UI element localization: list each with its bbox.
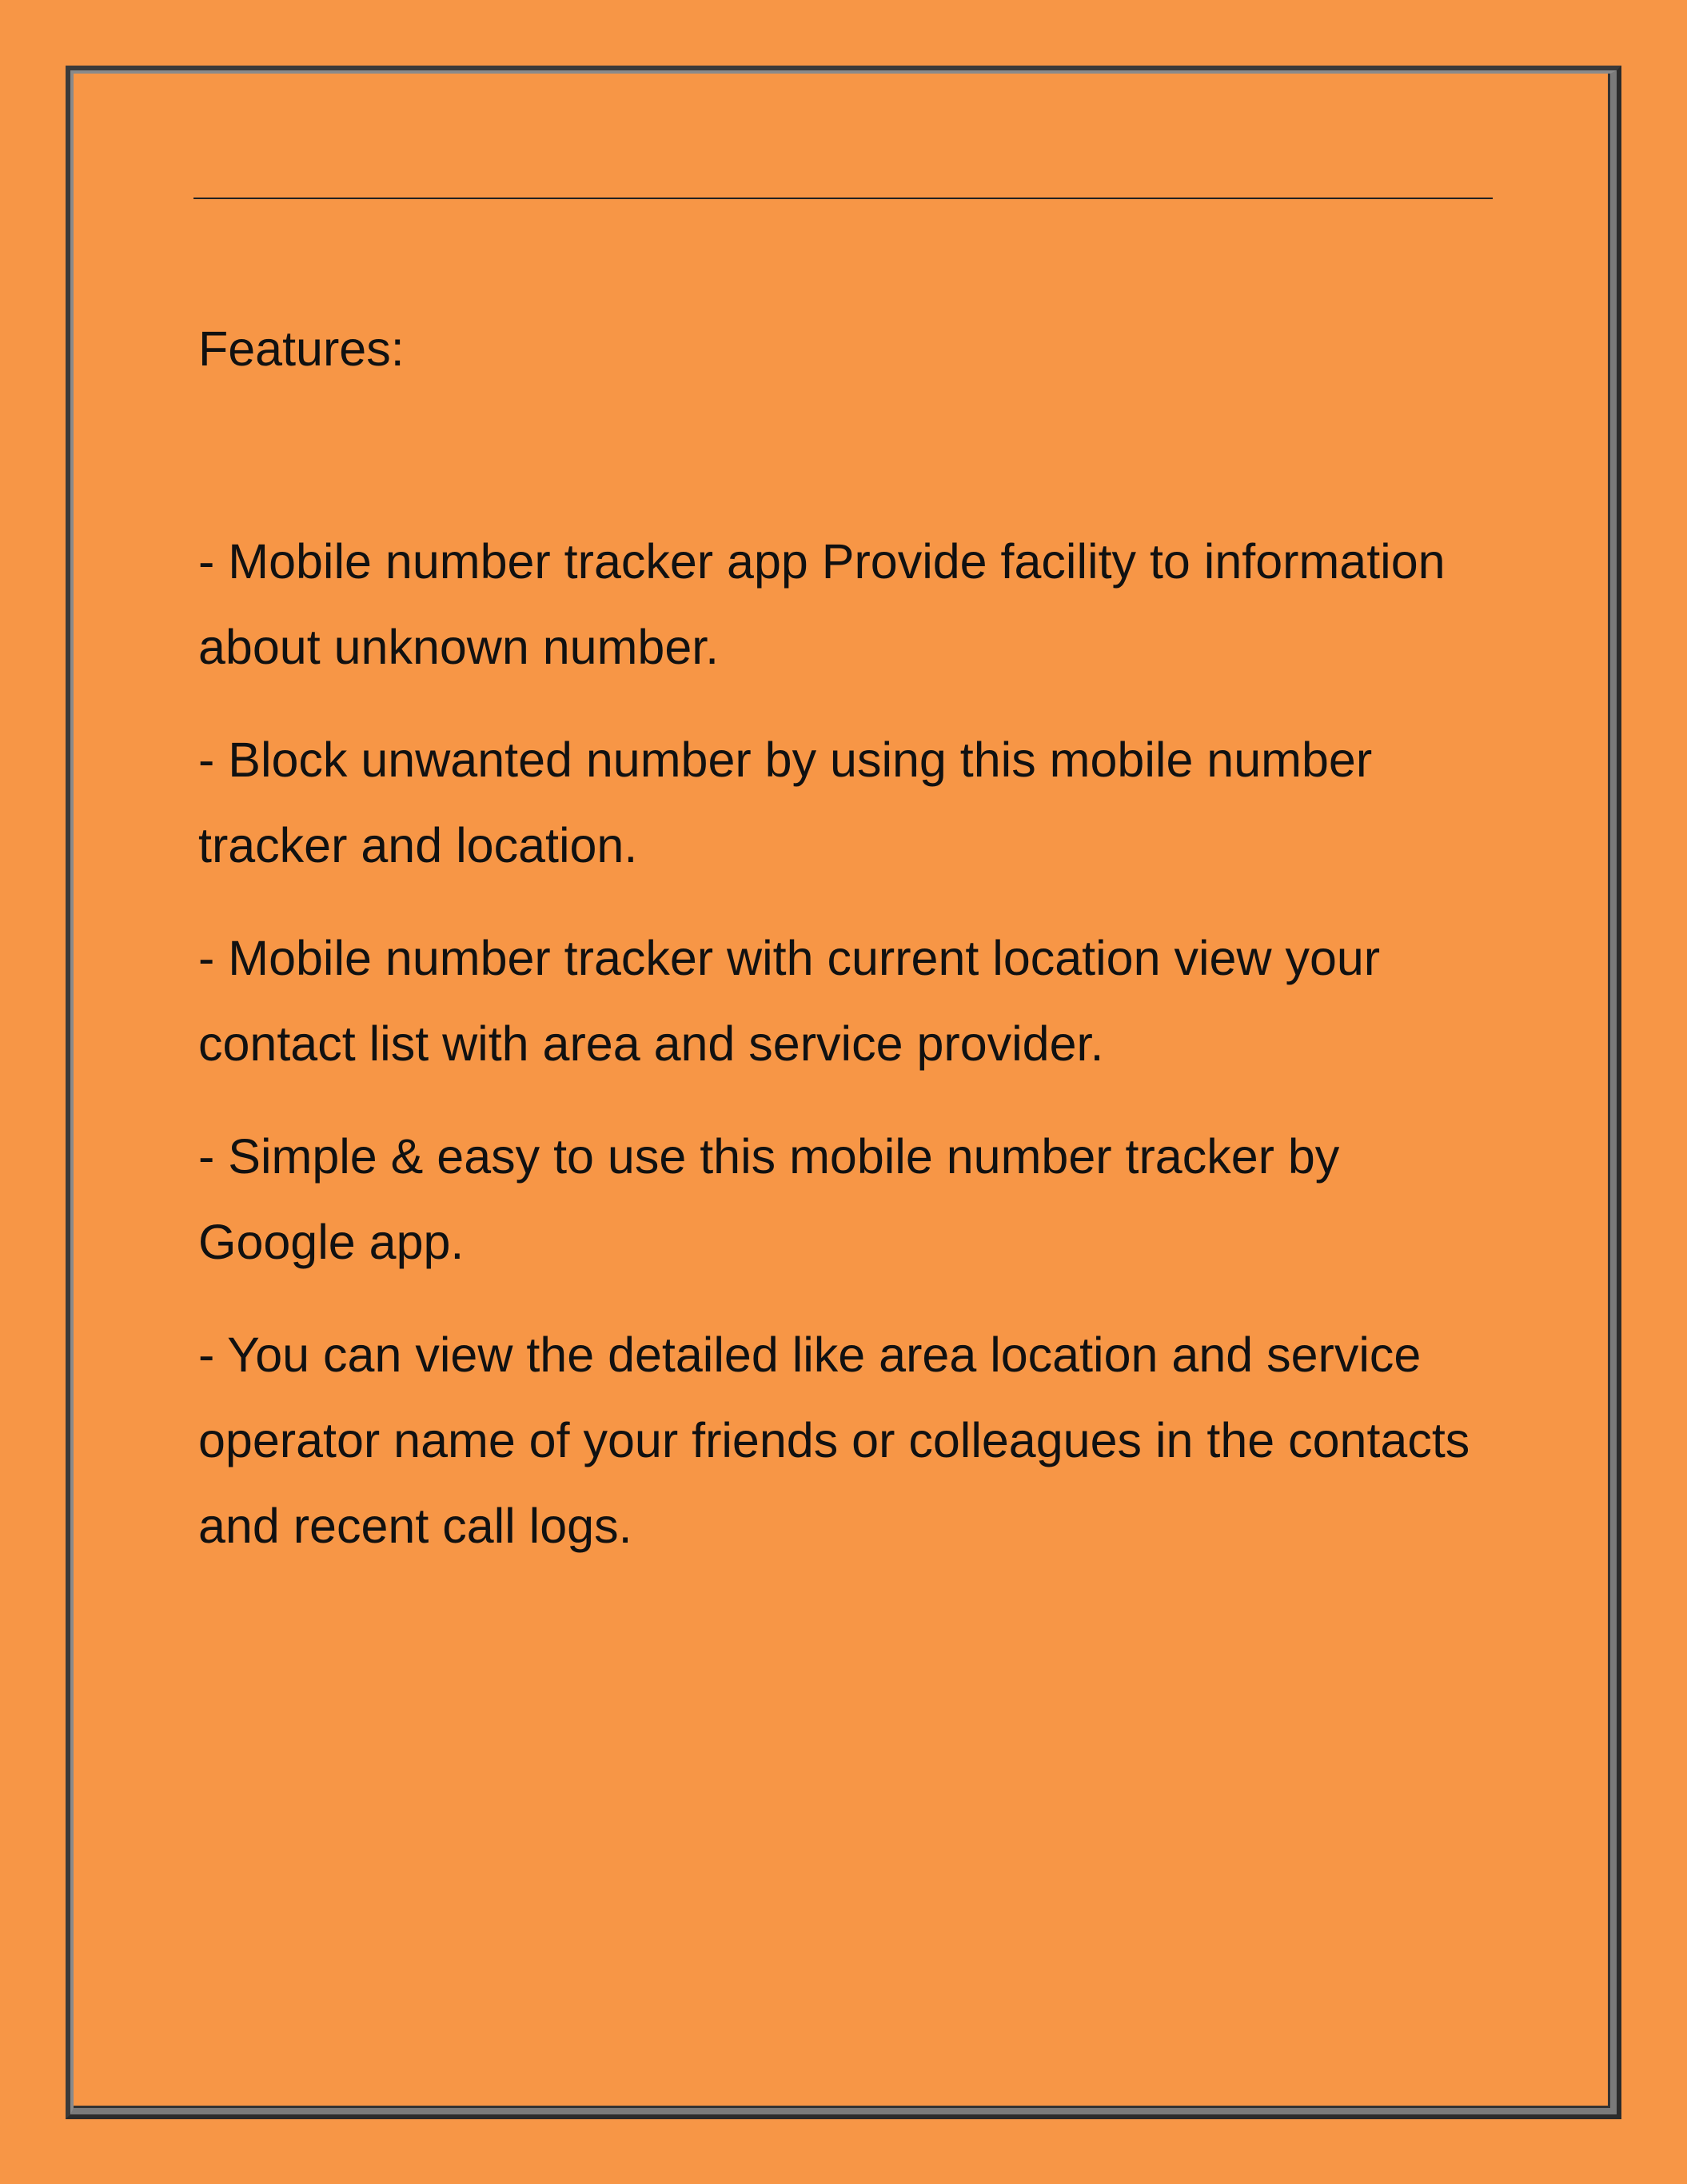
feature-item-5: - You can view the detailed like area location and service operator name of your friends or colleagues in the contacts and recent call logs. [198, 1328, 1470, 1554]
feature-item-3: - Mobile number tracker with current location view your contact list with area and service provider. [198, 931, 1381, 1072]
feature-item-4: - Simple & easy to use this mobile number tracker by Google app. [198, 1129, 1340, 1270]
feature-item-2: - Block unwanted number by using this mobile number tracker and location. [198, 733, 1373, 873]
features-heading: Features: [198, 321, 405, 376]
horizontal-rule [193, 198, 1493, 199]
feature-item-1: - Mobile number tracker app Provide facility to information about unknown number. [198, 534, 1446, 675]
document-body [198, 320, 1494, 1596]
